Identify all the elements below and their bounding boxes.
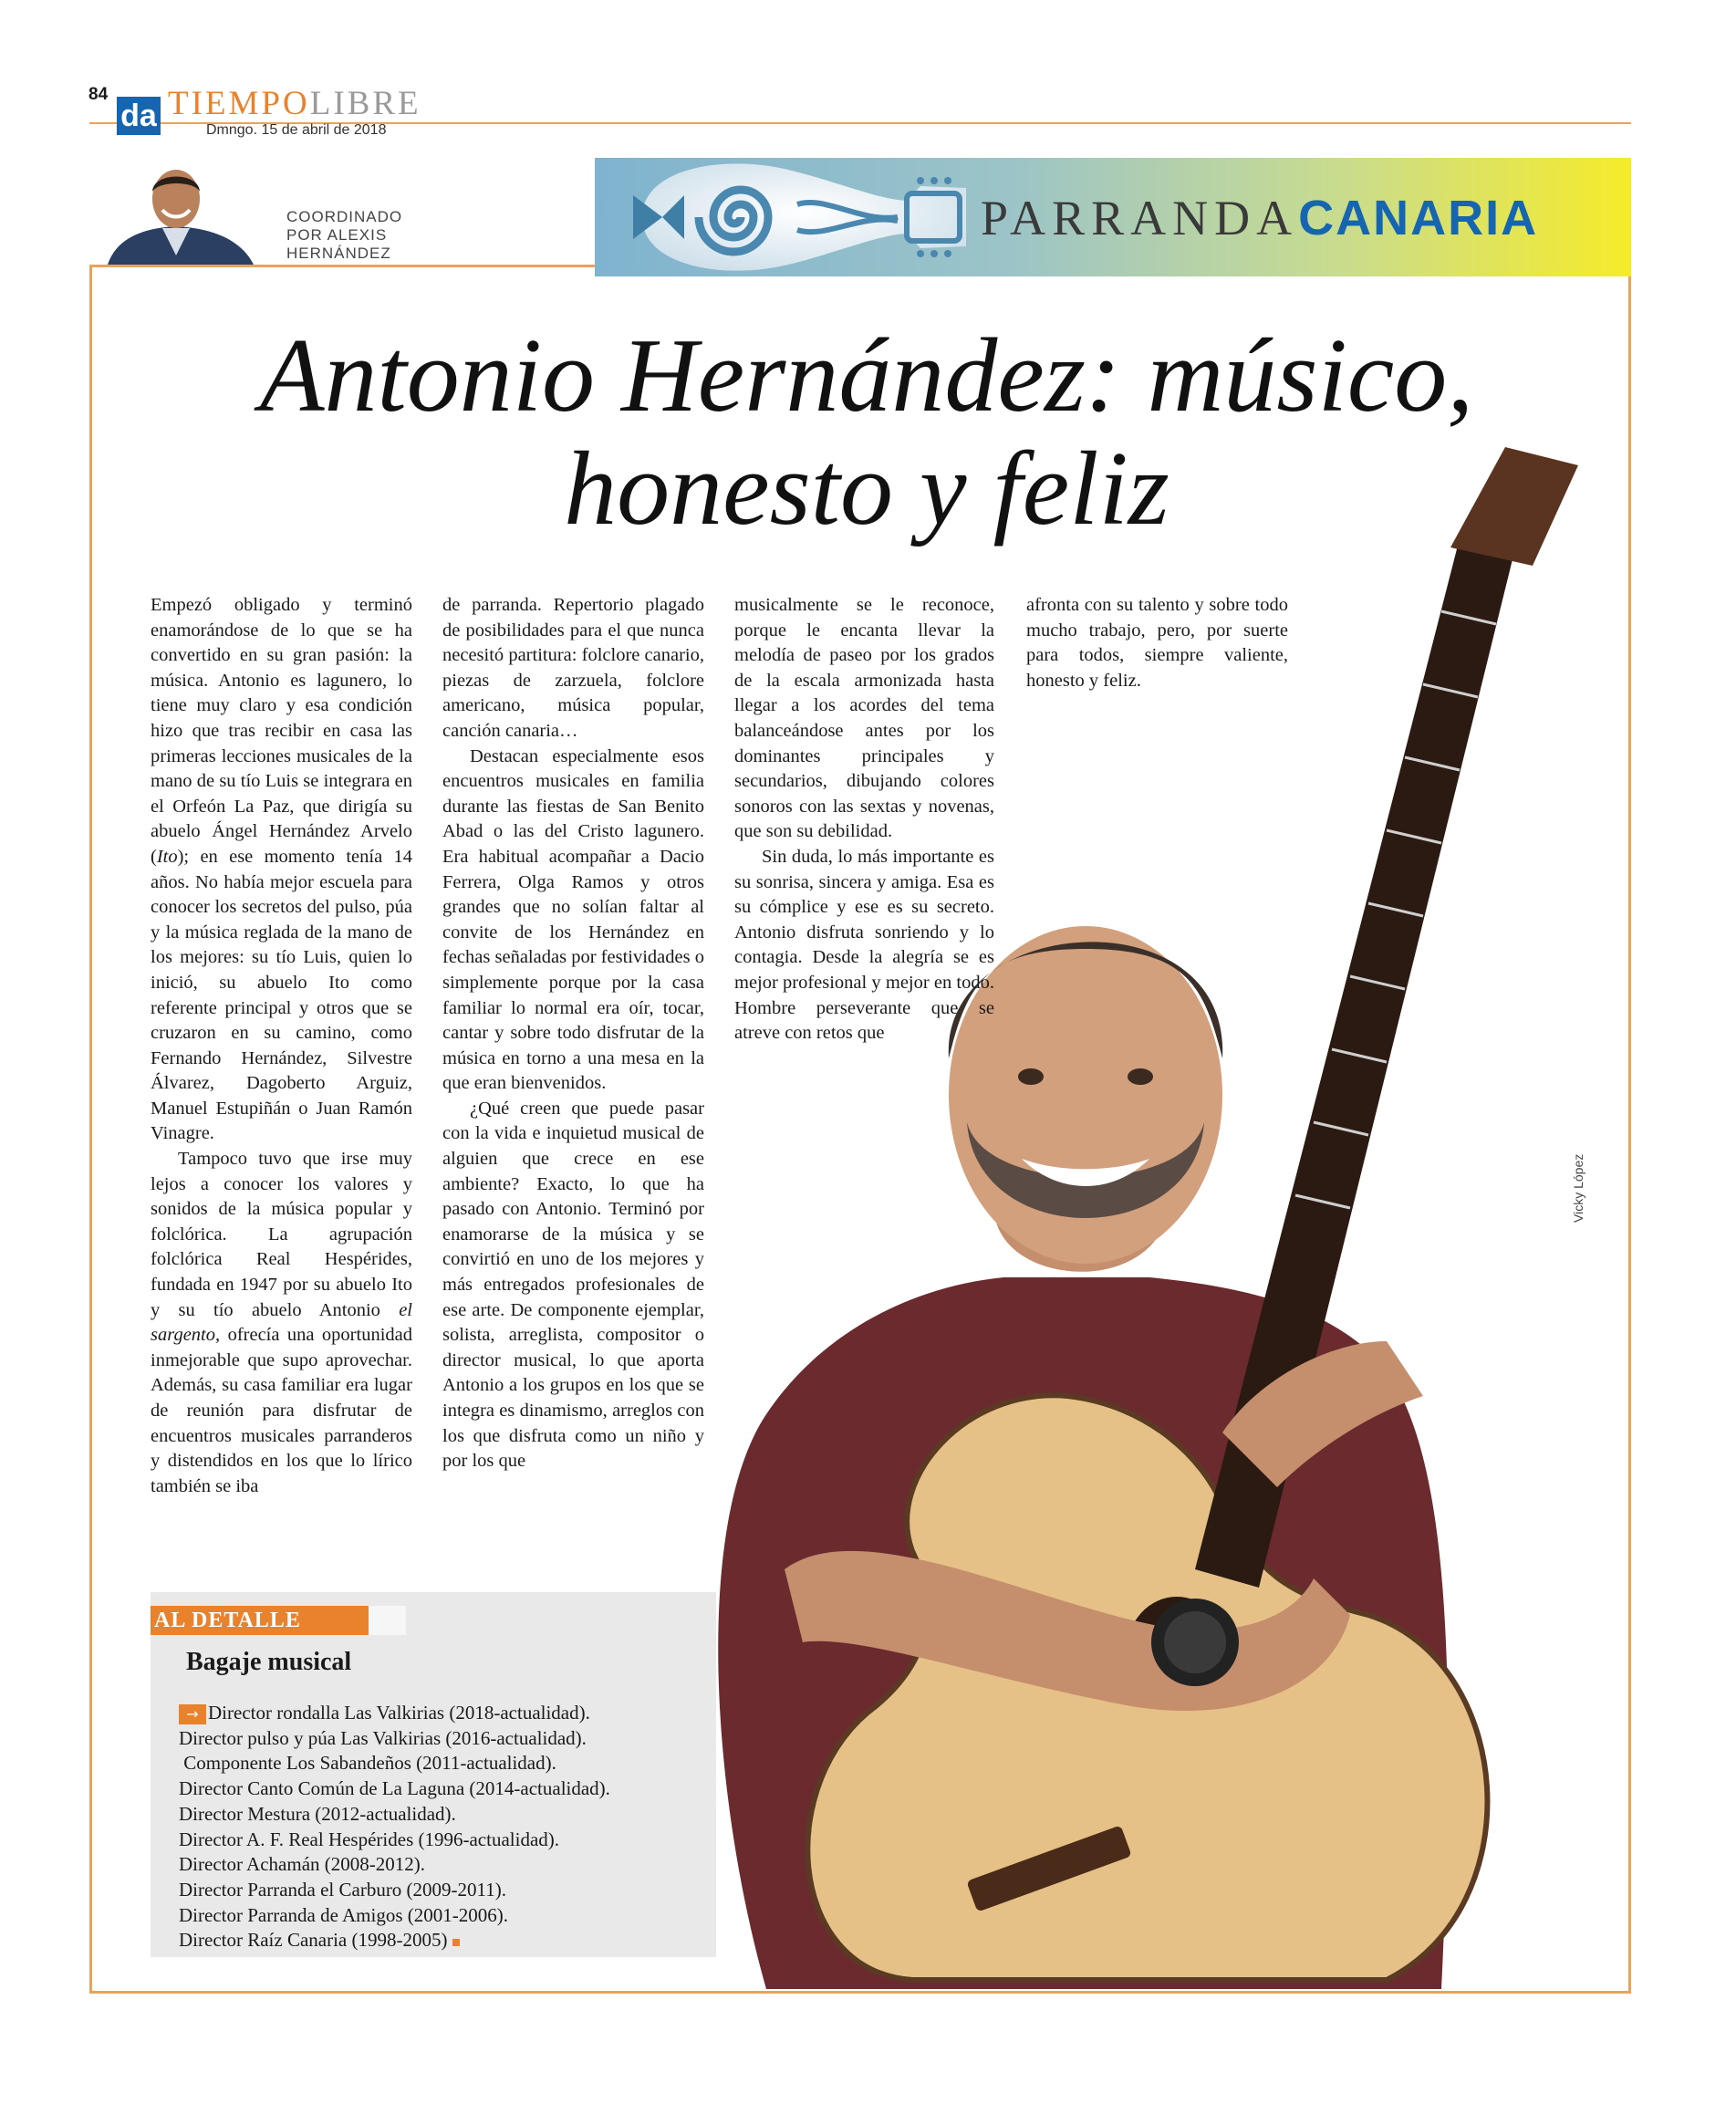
- paragraph-text: Tampoco tuvo que irse muy lejos a conocer los valores y sonidos de la música popular y folclórica. La agrupación folclórica Real Hespérides, fundada en 1947 por su abuelo Ito y su tío abuelo Antonio: [151, 1149, 412, 1320]
- paragraph-text: , ofrecía una oportunidad inmejorable que supo aprovechar. Además, su casa familiar era lugar de reunión para disfrutar de encuentros musicales parranderos y distendidos en los que lo lírico también se iba: [151, 1325, 412, 1496]
- paragraph-text: Empezó obligado y terminó enamorándose de lo que se ha convertido en su gran pasión: la música. Antonio es lagunero, lo tiene muy claro y esa condición hizo que tras recibir en casa las primeras lecciones musicales de la mano de su tío Luis se integrara en el Orfeón La Paz, que dirigía su abuelo Ángel Hernández Arvelo (: [151, 595, 412, 867]
- article-paragraph: Destacan especialmente esos encuentros musicales en familia durante las fiestas de San Benito Abad o las del Cristo lagunero. Era habitual acompañar a Dacio Ferrera, Olga Ramos y otros grandes que no solían faltar al convite de los Hernández en fechas señaladas por festividades o simplemente porque por la casa familiar lo normal era oír, tocar, cantar y sobre todo disfrutar de la música en torno a una mesa en la que eran bienvenidos.: [442, 745, 704, 1094]
- headline-line-2: honesto y feliz: [564, 431, 1169, 547]
- end-mark-icon: [452, 1939, 460, 1946]
- list-item: Director Achamán (2008-2012).: [179, 1853, 425, 1876]
- list-item: [179, 1928, 610, 1953]
- list-item-text: Director Raíz Canaria (1998-2005): [179, 1929, 448, 1952]
- section-brand: [168, 84, 421, 123]
- article-paragraph: ¿Qué creen que puede pasar con la vida e inquietud musical de alguien que crece en ese ambiente? Exacto, lo que ha pasado con Antonio. Terminó por enamorarse de la música y se convirtió en uno de los mejores y más entregados profesionales de ese arte. De componente ejemplar, solista, arreglista, compositor o director musical, lo que aporta Antonio a los grupos en los que se integra es dinamismo, arreglos con los que disfruta como un niño y por los que: [442, 1098, 704, 1472]
- article-column-3: [734, 593, 994, 1047]
- article-paragraph: [151, 1147, 412, 1499]
- brand-part-tiempo: TIEMPO: [168, 85, 310, 122]
- list-item: Director Parranda el Carburo (2009-2011).: [179, 1878, 507, 1901]
- paragraph-text: ); en ese momento tenía 14 años. No había mejor escuela para conocer los secretos del pulso, púa y la música reglada de la mano de los mejores: su tío Luis, quien lo inició, su abuelo Ito como referente principal y otros que se cruzaron en su camino, como Fernando Hernández, Silvestre Álvarez, Dagoberto Arguiz, Manuel Estupiñán o Juan Ramón Vinagre.: [151, 846, 412, 1144]
- article-column-1: [151, 593, 412, 1499]
- list-item: Director Mestura (2012-actualidad).: [179, 1802, 456, 1825]
- coordinator-line: POR ALEXIS: [286, 226, 388, 244]
- guitar-spiral-emblem-icon: [606, 150, 971, 285]
- coordinator-line: COORDINADO: [286, 208, 403, 225]
- list-item: Director A. F. Real Hespérides (1996-actualidad).: [179, 1828, 560, 1850]
- detail-tab-tail: [365, 1606, 406, 1635]
- coordinator-line: HERNÁNDEZ: [286, 245, 391, 262]
- page-number: 84: [88, 85, 109, 104]
- detail-list: [179, 1701, 610, 1953]
- coordinator-credit: [286, 208, 402, 263]
- newspaper-logo: da: [117, 97, 161, 135]
- article-column-2: [442, 593, 704, 1474]
- coordinator-photo: [89, 164, 281, 265]
- section-title-parranda: PARRANDA: [981, 191, 1299, 245]
- detail-tab-label: AL DETALLE: [151, 1606, 369, 1635]
- detail-title: Bagaje musical: [186, 1648, 352, 1676]
- headline-line-1: Antonio Hernández: músico,: [259, 318, 1474, 434]
- arrow-right-icon: →: [179, 1704, 206, 1724]
- frame-top-left: [89, 265, 600, 267]
- article-paragraph: musicalmente se le reconoce, porque le encanta llevar la melodía de paseo por los grados de la escala armonizada hasta llegar a los acordes del tema balanceándose antes por los dominantes principales y secundarios, dibujando colores sonoros con las sextas y novenas, que son su debilidad.: [734, 595, 994, 842]
- article-paragraph: afronta con su talento y sobre todo mucho trabajo, pero, por suerte para todos, siempre valiente, honesto y feliz.: [1026, 595, 1288, 691]
- list-item: [179, 1701, 610, 1726]
- list-item-text: Componente Los Sabandeños (2011-actualidad).: [183, 1752, 556, 1775]
- photo-credit: Vicky López: [1571, 1153, 1585, 1223]
- paragraph-italic: Ito: [156, 846, 178, 867]
- list-item: Director pulso y púa Las Valkirias (2016-actualidad).: [179, 1726, 587, 1749]
- list-item-text: Director rondalla Las Valkirias (2018-actualidad).: [208, 1702, 590, 1724]
- list-item: [179, 1751, 610, 1776]
- brand-part-libre: LIBRE: [309, 85, 421, 122]
- section-title-canaria: CANARIA: [1298, 191, 1539, 245]
- issue-date: Dmngo. 15 de abril de 2018: [206, 122, 387, 138]
- article-paragraph: [151, 593, 412, 1147]
- article-column-4: [1026, 593, 1288, 693]
- article-paragraph: Sin duda, lo más importante es su sonrisa, sincera y amiga. Esa es su cómplice y ese es su secreto. Antonio disfruta sonriendo y lo contagia. Desde la alegría se es mejor profesional y mejor en todo. Hombre perseverante que se atreve con retos que: [734, 846, 994, 1044]
- article-paragraph: de parranda. Repertorio plagado de posibilidades para el que nunca necesitó partitura: folclore canario, piezas de zarzuela, folclore americano, música popular, canción canaria…: [442, 595, 704, 741]
- list-item: Director Parranda de Amigos (2001-2006).: [179, 1903, 508, 1926]
- list-item: Director Canto Común de La Laguna (2014-actualidad).: [179, 1777, 610, 1800]
- paragraph-italic: el sargento: [151, 1299, 412, 1346]
- section-title: [981, 190, 1538, 246]
